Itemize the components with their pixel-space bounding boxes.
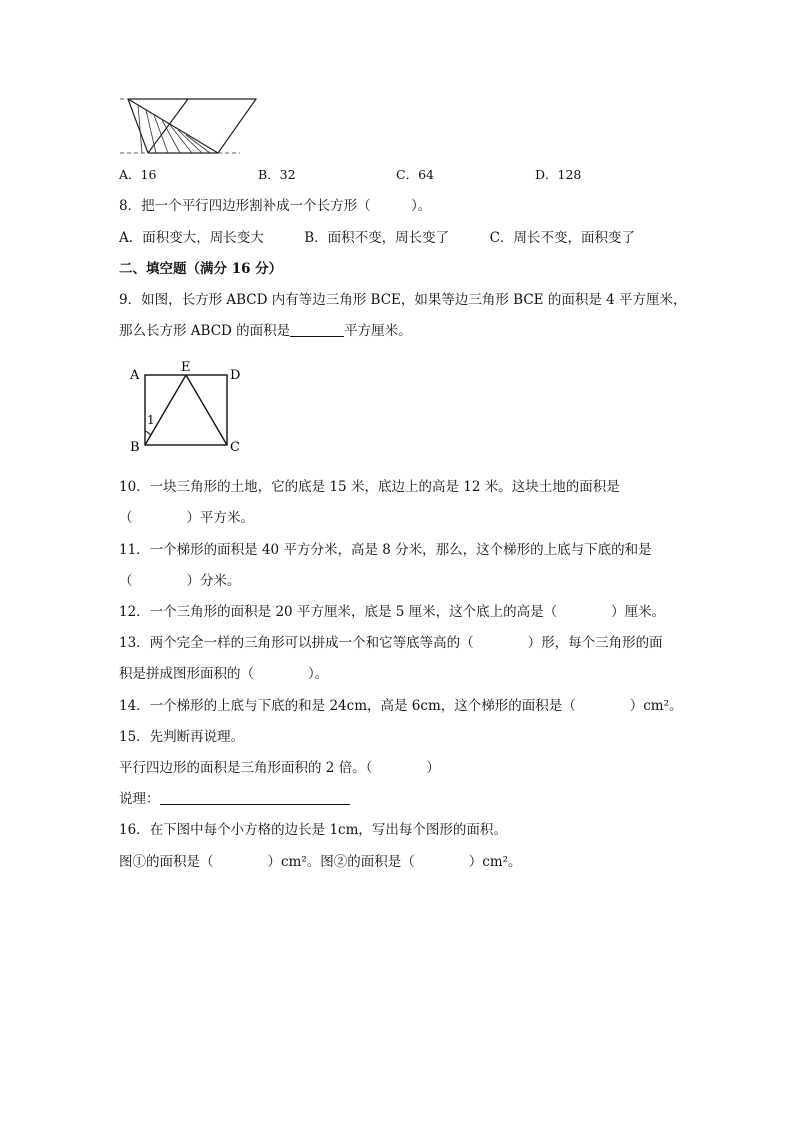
q10-line2[interactable]: （ ）平方米。	[119, 510, 254, 526]
section2-title: 二、填空题（满分 16 分）	[119, 261, 283, 277]
q8-stem: 8．把一个平行四边形割补成一个长方形（ ）。	[119, 198, 432, 214]
label-a: A	[130, 368, 140, 383]
q7-option-d[interactable]: D．128	[535, 167, 582, 182]
q11-line1: 11．一个梯形的面积是 40 平方分米，高是 8 分米，那么，这个梯形的上底与下底的和是	[119, 542, 652, 558]
q13-line2[interactable]: 积是拼成图形面积的（ ）。	[119, 666, 329, 682]
q16-line1: 16．在下图中每个小方格的边长是 1cm，写出每个图形的面积。	[119, 822, 507, 838]
q16-line2[interactable]: 图①的面积是（ ）cm²。图②的面积是（ ）cm²。	[119, 854, 522, 870]
q7-option-a[interactable]: A．16	[119, 167, 157, 182]
q11-line2[interactable]: （ ）分米。	[119, 573, 241, 589]
label-angle-1: 1	[147, 413, 155, 427]
q9-line2-post: 平方厘米。	[344, 323, 412, 339]
label-d: D	[230, 368, 241, 383]
q15-title: 15．先判断再说理。	[119, 729, 245, 745]
label-e: E	[181, 360, 191, 375]
q7-option-c[interactable]: C．64	[396, 167, 434, 182]
q12[interactable]: 12．一个三角形的面积是 20 平方厘米，底是 5 厘米，这个底上的高是（ ）厘米。	[119, 604, 666, 620]
q10-line1: 10．一块三角形的土地，它的底是 15 米，底边上的高是 12 米。这块土地的面积是	[119, 479, 620, 495]
q13-line1[interactable]: 13．两个完全一样的三角形可以拼成一个和它等底等高的（ ）形，每个三角形的面	[119, 635, 663, 651]
q15-explain-label: 说理：	[119, 791, 160, 807]
q9-answer-blank[interactable]	[290, 322, 344, 337]
q9-rectangle-figure	[128, 357, 246, 457]
q15-explain	[119, 790, 350, 808]
q14[interactable]: 14．一个梯形的上底与下底的和是 24cm，高是 6cm，这个梯形的面积是（ ）cm²。	[119, 698, 683, 714]
label-b: B	[130, 440, 140, 455]
label-c: C	[230, 440, 240, 455]
q8-options[interactable]: A．面积变大，周长变大 B．面积不变，周长变了 C．周长不变，面积变了	[119, 230, 635, 246]
q7-parallelogram-figure	[118, 95, 260, 157]
q7-option-b[interactable]: B．32	[258, 167, 296, 182]
q9-line2	[119, 322, 412, 340]
q15-explain-blank[interactable]	[160, 790, 350, 805]
q15-statement[interactable]: 平行四边形的面积是三角形面积的 2 倍。（ ）	[119, 760, 440, 776]
q9-line1: 9．如图，长方形 ABCD 内有等边三角形 BCE，如果等边三角形 BCE 的面积是 4 平方厘米，	[119, 292, 687, 308]
q9-line2-pre: 那么长方形 ABCD 的面积是	[119, 323, 291, 339]
